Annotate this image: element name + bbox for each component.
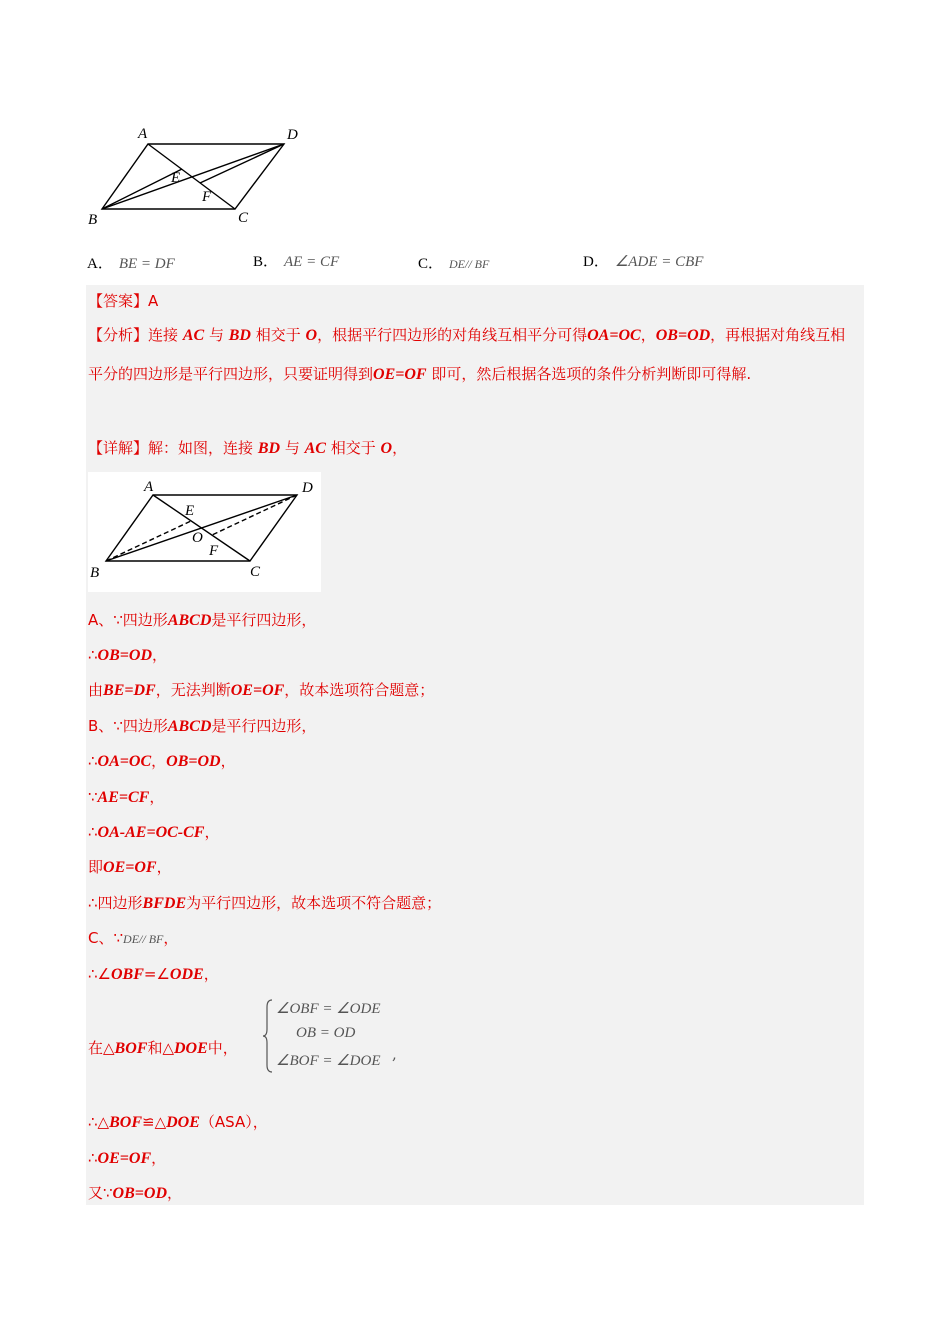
solution-line: 又∵OB=OD， (88, 1184, 183, 1202)
left-brace-icon (262, 999, 274, 1073)
solution-line: ∴OE=OF， (88, 1149, 167, 1167)
solution-line: 由BE=DF，无法判断OE=OF，故本选项符合题意； (88, 681, 435, 699)
vertex-c-label: C (250, 564, 261, 580)
option-letter: D． (583, 254, 609, 270)
solution-line: ∵AE=CF， (88, 788, 165, 806)
option-c (418, 252, 489, 273)
analysis-paragraph: 【分析】连接 AC 与 BD 相交于 O，根据平行四边形的对角线互相平分可得OA=OC，OB=OD，再根据对角线互相平分的四边形是平行四边形，只要证明得到OE=OF 即可，然后根据各选项的条件分析判断即可得解. (88, 326, 846, 383)
parallelogram-figure-with-o (88, 472, 321, 592)
point-e-label: E (171, 170, 181, 186)
option-math: DE// BF (449, 257, 490, 271)
option-letter: A． (87, 256, 113, 272)
vertex-b-label: B (88, 212, 98, 228)
solution-line: 在△BOF和△DOE中， (88, 1039, 238, 1057)
solution-line: B、∵四边形ABCD是平行四边形， (88, 717, 317, 735)
solution-line: A、∵四边形ABCD是平行四边形， (88, 611, 317, 629)
point-f-label: F (209, 543, 219, 559)
solution-line: ∴四边形BFDE为平行四边形，故本选项不符合题意； (88, 894, 442, 912)
vertex-a-label: A (144, 479, 154, 495)
solution-line: ∴OB=OD， (88, 646, 168, 664)
detail-line: 【详解】解：如图，连接 BD 与 AC 相交于 O， (88, 439, 408, 457)
solution-line: ∴△BOF≌△DOE（ASA）， (88, 1113, 268, 1131)
solution-line: ∴OA-AE=OC-CF， (88, 823, 220, 841)
solution-line: 即OE=OF， (88, 858, 172, 876)
parallelogram-figure (80, 120, 330, 232)
point-e-label: E (185, 503, 195, 519)
solution-line: ∴∠OBF=∠ODE， (88, 965, 219, 983)
center-o-label: O (192, 530, 203, 546)
answer-options (87, 252, 867, 278)
answer-value: A (148, 292, 159, 310)
equation-system (262, 997, 402, 1077)
system-row: ∠OBF = ∠ODE (276, 1001, 381, 1017)
vertex-b-label: B (90, 565, 100, 581)
vertex-d-label: D (302, 480, 313, 496)
option-d (583, 250, 703, 271)
option-letter: C． (418, 256, 444, 272)
option-math: ∠ADE = CBF (614, 254, 704, 270)
option-letter: B． (253, 254, 279, 270)
system-row: ∠BOF = ∠DOE (276, 1053, 381, 1069)
option-b (253, 250, 339, 271)
option-a (87, 252, 175, 273)
solution-line: ∴OA=OC，OB=OD， (88, 752, 236, 770)
point-f-label: F (202, 189, 212, 205)
system-row: OB = OD (296, 1025, 356, 1041)
answer-tag: 【答案】 (88, 292, 149, 310)
answer-line (88, 290, 158, 311)
system-comma: , (392, 1045, 397, 1063)
vertex-a-label: A (138, 126, 148, 142)
solution-line: C、∵DE// BF， (88, 929, 179, 947)
vertex-d-label: D (287, 127, 298, 143)
vertex-c-label: C (238, 210, 249, 226)
option-math: AE = CF (284, 254, 340, 270)
option-math: BE = DF (118, 256, 175, 272)
solution-panel (86, 285, 864, 1205)
